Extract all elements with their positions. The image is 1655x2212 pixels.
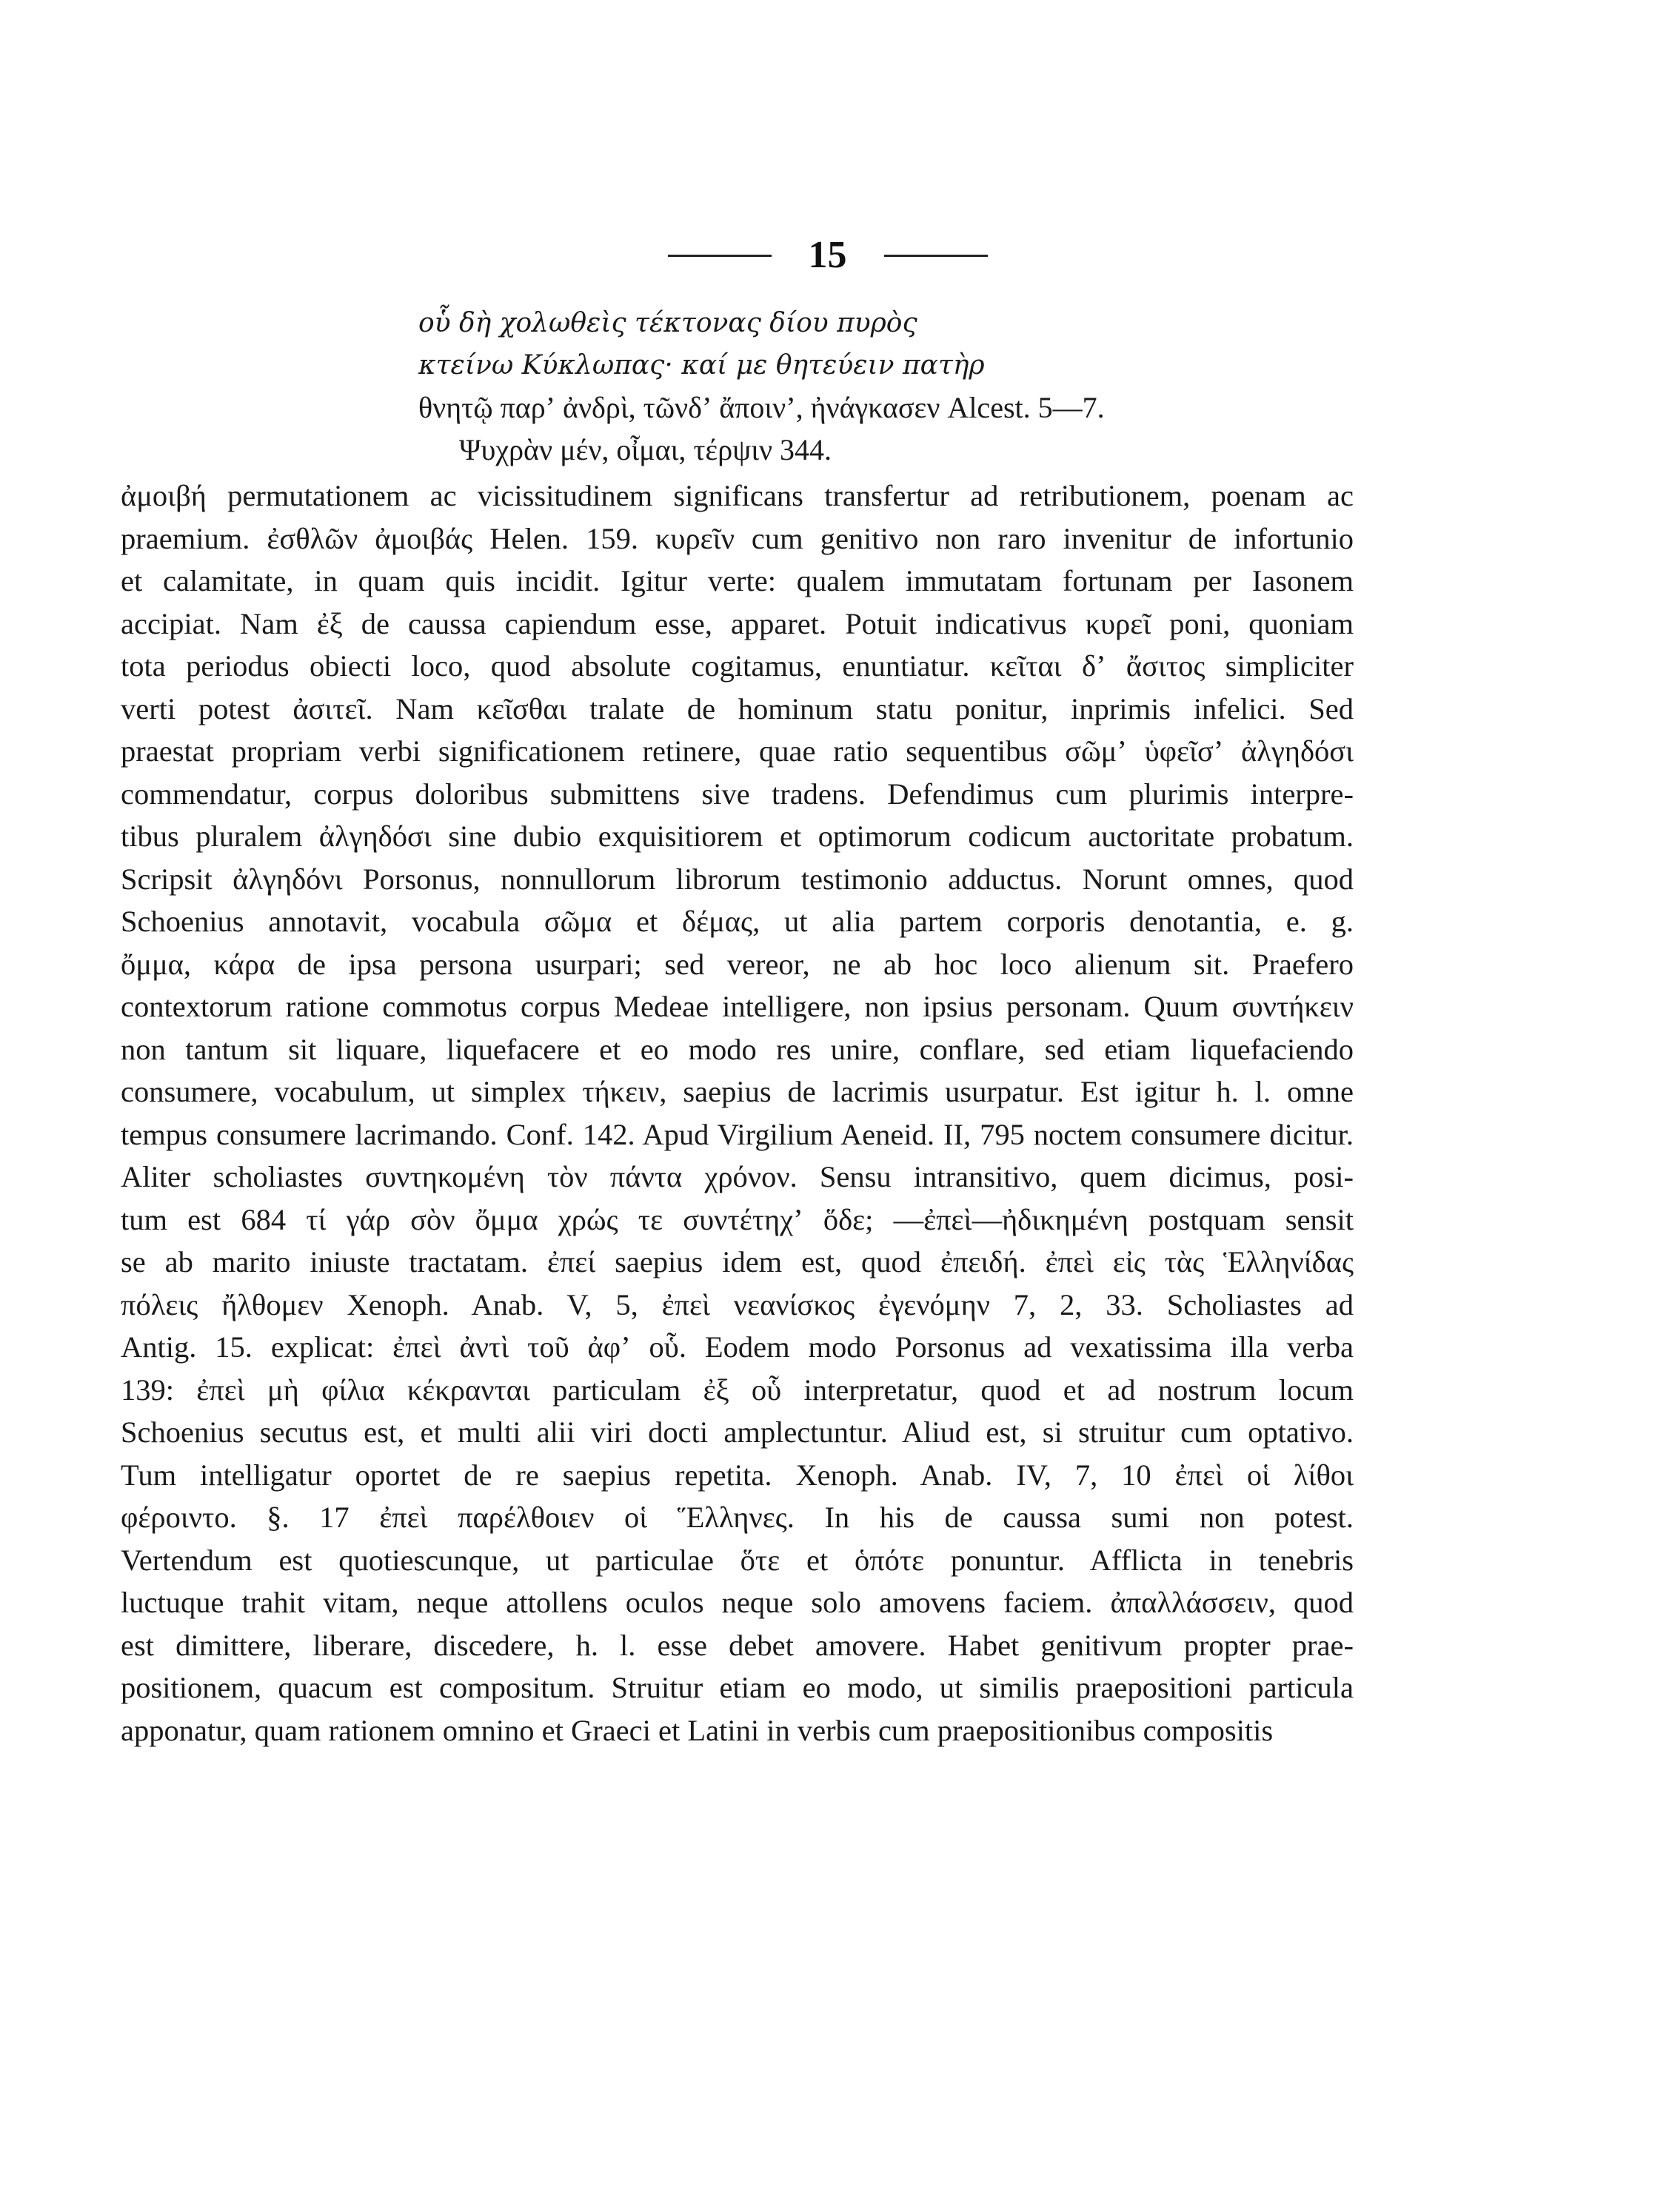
text-line: luctuque trahit vitam, neque attollens oculos neque solo amovens faciem. ἀπαλλάσσειν, quod [121, 1586, 1354, 1619]
text-line: verti potest ἀσιτεῖ. Nam κεῖσθαι tralate de hominum statu ponitur, inprimis infelici. Sed [121, 691, 1354, 725]
verse-line-1: οὗ δὴ χολωθεὶς τέκτονας δίου πυρὸς [418, 308, 917, 338]
text-line: Scripsit ἀλγηδόνι Porsonus, nonnullorum librorum testimonio adductus. Norunt omnes, quod [121, 862, 1354, 896]
text-line: φέροιντο. §. 17 ἐπεὶ παρέλθοιεν οἱ Ἕλληνες. In his de caussa sumi non potest. [121, 1501, 1354, 1534]
text-line: accipiat. Nam ἐξ de caussa capiendum esse, apparet. Potuit indicativus κυρεῖ poni, quoniam [121, 606, 1354, 640]
verse-line-3: θνητῷ παρʼ ἀνδρὶ, τῶνδʼ ἄποινʼ, ἠνάγκασεν Alcest. 5—7. [418, 391, 1105, 424]
text-line: consumere, vocabulum, ut simplex τήκειν, saepius de lacrimis usurpatur. Est igitur h. l. omne [121, 1075, 1354, 1108]
header-rule-left [668, 255, 772, 257]
page-number: 15 [808, 234, 847, 276]
text-line: Antig. 15. explicat: ἐπεὶ ἀντὶ τοῦ ἀφʼ οὗ. Eodem modo Porsonus ad vexatissima illa verba [121, 1330, 1354, 1364]
text-line: ὄμμα, κάρα de ipsa persona usurpari; sed vereor, ne ab hoc loco alienum sit. Praefero [121, 947, 1354, 981]
page-header [0, 233, 1655, 278]
text-line: praemium. ἐσθλῶν ἀμοιβάς Helen. 159. κυρεῖν cum genitivo non raro invenitur de infortunio [121, 521, 1354, 555]
header-rule-right [884, 255, 988, 257]
text-line: commendatur, corpus doloribus submittens sive tradens. Defendimus cum plurimis interpre- [121, 777, 1354, 811]
text-line: Schoenius annotavit, vocabula σῶμα et δέμας, ut alia partem corporis denotantia, e. g. [121, 905, 1354, 938]
text-line: non tantum sit liquare, liquefacere et eo modo res unire, conflare, sed etiam liquefaciendo [121, 1032, 1354, 1066]
text-line: contextorum ratione commotus corpus Medeae intelligere, non ipsius personam. Quum συντήκειν [121, 990, 1354, 1023]
text-line: Tum intelligatur oportet de re saepius repetita. Xenoph. Anab. IV, 7, 10 ἐπεὶ οἱ λίθοι [121, 1458, 1354, 1492]
verse-line-2: κτείνω Κύκλωπας· καί με θητεύειν πατὴρ [418, 350, 985, 381]
text-line: πόλεις ἤλθομεν Xenoph. Anab. V, 5, ἐπεὶ νεανίσκος ἐγενόμην 7, 2, 33. Scholiastes ad [121, 1287, 1354, 1321]
text-line: est dimittere, liberare, discedere, h. l. esse debet amovere. Habet genitivum propter prae- [121, 1628, 1354, 1662]
text-line: praestat propriam verbi significationem retinere, quae ratio sequentibus σῶμʼ ὑφεῖσʼ ἀλγηδόσι [121, 734, 1354, 768]
text-line: positionem, quacum est compositum. Struitur etiam eo modo, ut similis praepositioni particula [121, 1671, 1354, 1704]
text-line: 139: ἐπεὶ μὴ φίλια κέκρανται particulam ἐξ οὗ interpretatur, quod et ad nostrum locum [121, 1373, 1354, 1407]
text-line: tum est 684 τί γάρ σὸν ὄμμα χρώς τε συντέτηχʼ ὅδε; —ἐπεὶ—ἠδικημένη postquam sensit [121, 1202, 1354, 1236]
commentary-text [121, 475, 1354, 1752]
text-line: et calamitate, in quam quis incidit. Igitur verte: qualem immutatam fortunam per Iasonem [121, 564, 1354, 597]
text-line: tibus pluralem ἀλγηδόσι sine dubio exquisitiorem et optimorum codicum auctoritate probatum. [121, 820, 1354, 853]
text-line: se ab marito iniuste tractatam. ἐπεί saepius idem est, quod ἐπειδή. ἐπεὶ εἰς τὰς Ἑλληνίδας [121, 1245, 1354, 1278]
text-line: apponatur, quam rationem omnino et Graeci et Latini in verbis cum praepositionibus compositis [121, 1713, 1274, 1747]
verse-line-4: Ψυχρὰν μέν, οἶμαι, τέρψιν 344. [459, 433, 832, 466]
text-line: tempus consumere lacrimando. Conf. 142. Apud Virgilium Aeneid. II, 795 noctem consumere dicitur. [121, 1117, 1354, 1151]
text-line: Aliter scholiastes συντηκομένη τὸν πάντα χρόνον. Sensu intransitivo, quem dicimus, posi- [121, 1160, 1354, 1193]
text-line: ἀμοιβή permutationem ac vicissitudinem significans transfertur ad retributionem, poenam ac [121, 479, 1354, 512]
text-line: Schoenius secutus est, et multi alii viri docti amplectuntur. Aliud est, si struitur cum optativo. [121, 1415, 1354, 1449]
text-line: Vertendum est quotiescunque, ut particulae ὅτε et ὁπότε ponuntur. Afflicta in tenebris [121, 1543, 1354, 1577]
text-line: tota periodus obiecti loco, quod absolute cogitamus, enuntiatur. κεῖται δʼ ἄσιτος simpliciter [121, 649, 1354, 683]
